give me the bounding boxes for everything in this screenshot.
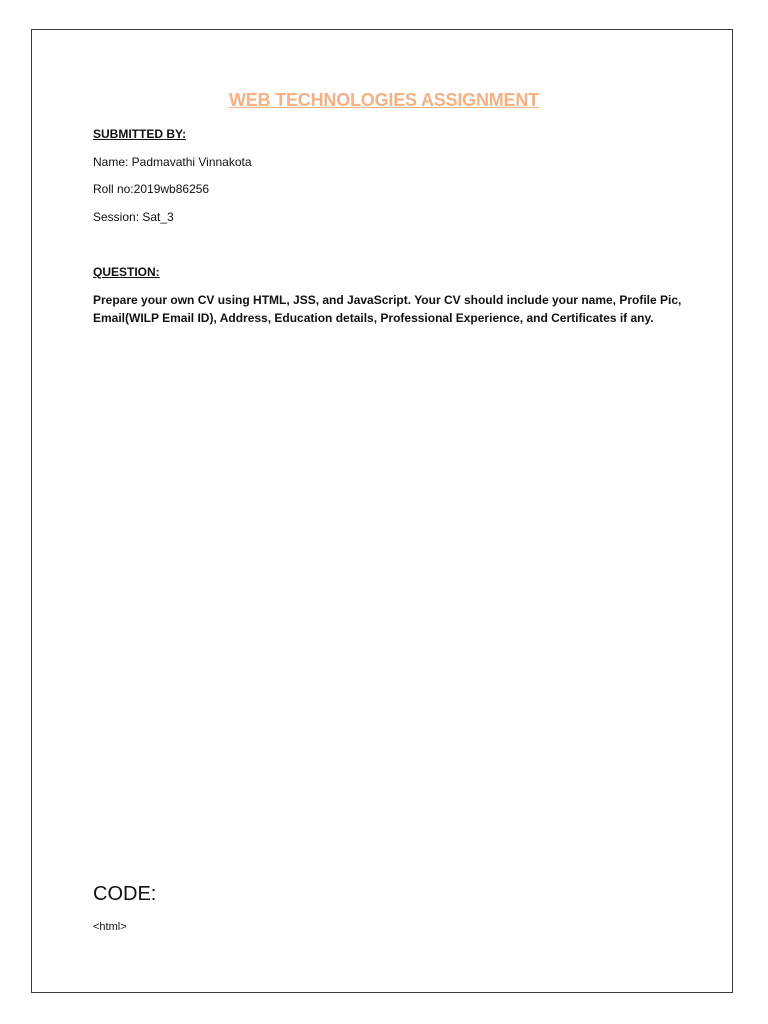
document-title: WEB TECHNOLOGIES ASSIGNMENT [229, 90, 539, 110]
code-heading: CODE: [93, 883, 157, 905]
session-info: Session: Sat_3 [93, 210, 174, 224]
code-first-line: <html> [93, 921, 127, 933]
roll-number: Roll no:2019wb86256 [93, 182, 210, 196]
page-border [31, 29, 733, 993]
question-heading: QUESTION: [93, 265, 160, 279]
submitted-by-heading: SUBMITTED BY: [93, 127, 187, 141]
student-name: Name: Padmavathi Vinnakota [93, 155, 252, 169]
question-text: Prepare your own CV using HTML, JSS, and JavaScript. Your CV should include your name, Profile Pic, Email(WILP Email ID), Address, Education details, Professional Experience, and Certificates if any. [93, 293, 682, 325]
